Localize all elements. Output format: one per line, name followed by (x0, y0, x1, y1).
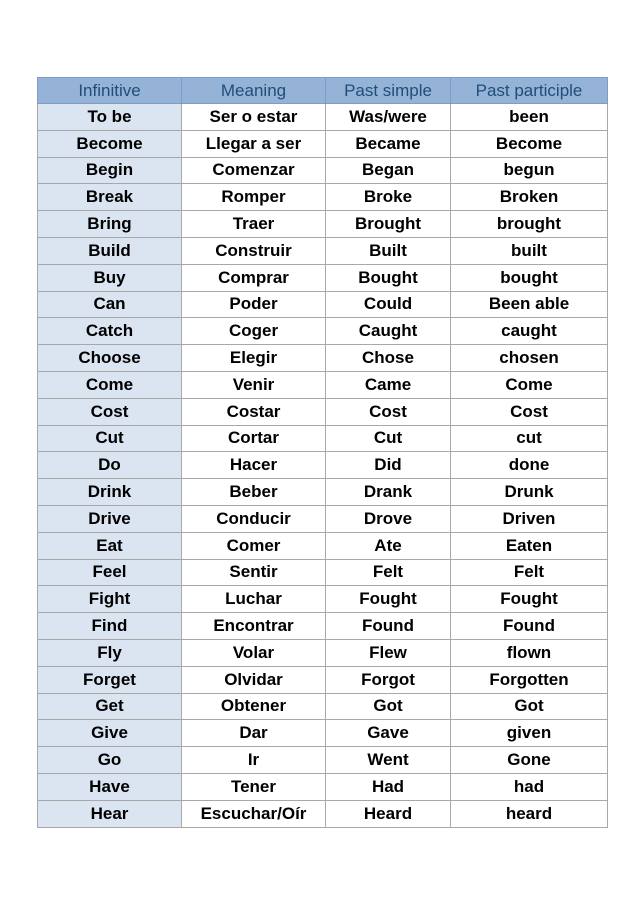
cell-meaning: Comer (182, 532, 326, 559)
cell-past-simple: Gave (326, 720, 451, 747)
cell-meaning: Encontrar (182, 613, 326, 640)
cell-infinitive: Catch (38, 318, 182, 345)
table-header (38, 78, 608, 104)
cell-past-participle: Eaten (451, 532, 608, 559)
table-row (38, 613, 608, 640)
cell-meaning: Ser o estar (182, 104, 326, 131)
cell-past-simple: Became (326, 130, 451, 157)
cell-past-simple: Flew (326, 639, 451, 666)
cell-meaning: Volar (182, 639, 326, 666)
table-row (38, 425, 608, 452)
table-body (38, 104, 608, 828)
table-row (38, 479, 608, 506)
table-row (38, 773, 608, 800)
cell-past-simple: Found (326, 613, 451, 640)
cell-past-participle: Driven (451, 505, 608, 532)
cell-past-simple: Bought (326, 264, 451, 291)
cell-meaning: Sentir (182, 559, 326, 586)
cell-meaning: Llegar a ser (182, 130, 326, 157)
header-row (38, 78, 608, 104)
header-meaning: Meaning (182, 78, 326, 104)
cell-infinitive: Fly (38, 639, 182, 666)
cell-meaning: Beber (182, 479, 326, 506)
table-row (38, 693, 608, 720)
cell-past-simple: Had (326, 773, 451, 800)
cell-infinitive: Go (38, 747, 182, 774)
cell-infinitive: Fight (38, 586, 182, 613)
table-row (38, 184, 608, 211)
table-row (38, 505, 608, 532)
cell-meaning: Comenzar (182, 157, 326, 184)
cell-meaning: Conducir (182, 505, 326, 532)
cell-infinitive: Cut (38, 425, 182, 452)
table-row (38, 157, 608, 184)
cell-past-simple: Drank (326, 479, 451, 506)
cell-meaning: Luchar (182, 586, 326, 613)
cell-meaning: Coger (182, 318, 326, 345)
cell-past-participle: caught (451, 318, 608, 345)
cell-past-participle: had (451, 773, 608, 800)
table-row (38, 345, 608, 372)
cell-past-participle: bought (451, 264, 608, 291)
cell-meaning: Tener (182, 773, 326, 800)
cell-past-simple: Cost (326, 398, 451, 425)
cell-past-simple: Went (326, 747, 451, 774)
header-infinitive: Infinitive (38, 78, 182, 104)
cell-past-simple: Heard (326, 800, 451, 827)
cell-past-simple: Was/were (326, 104, 451, 131)
cell-past-simple: Came (326, 371, 451, 398)
header-past-simple: Past simple (326, 78, 451, 104)
table-row (38, 130, 608, 157)
cell-infinitive: Hear (38, 800, 182, 827)
table-row (38, 800, 608, 827)
cell-meaning: Obtener (182, 693, 326, 720)
cell-meaning: Hacer (182, 452, 326, 479)
cell-past-simple: Did (326, 452, 451, 479)
table-row (38, 747, 608, 774)
table-row (38, 666, 608, 693)
cell-past-participle: Felt (451, 559, 608, 586)
cell-meaning: Romper (182, 184, 326, 211)
cell-past-participle: Come (451, 371, 608, 398)
cell-past-participle: flown (451, 639, 608, 666)
cell-infinitive: Choose (38, 345, 182, 372)
table-row (38, 237, 608, 264)
cell-meaning: Traer (182, 211, 326, 238)
cell-past-participle: Found (451, 613, 608, 640)
cell-past-participle: Gone (451, 747, 608, 774)
cell-infinitive: Give (38, 720, 182, 747)
cell-meaning: Elegir (182, 345, 326, 372)
cell-infinitive: Build (38, 237, 182, 264)
cell-meaning: Venir (182, 371, 326, 398)
table-row (38, 559, 608, 586)
cell-infinitive: Eat (38, 532, 182, 559)
cell-past-participle: given (451, 720, 608, 747)
cell-infinitive: Find (38, 613, 182, 640)
cell-past-participle: done (451, 452, 608, 479)
table-row (38, 291, 608, 318)
cell-meaning: Poder (182, 291, 326, 318)
table-row (38, 452, 608, 479)
cell-past-participle: built (451, 237, 608, 264)
cell-past-participle: heard (451, 800, 608, 827)
header-past-participle: Past participle (451, 78, 608, 104)
cell-infinitive: Feel (38, 559, 182, 586)
cell-infinitive: Do (38, 452, 182, 479)
cell-infinitive: Become (38, 130, 182, 157)
cell-past-simple: Cut (326, 425, 451, 452)
cell-infinitive: Begin (38, 157, 182, 184)
cell-past-participle: chosen (451, 345, 608, 372)
cell-past-participle: brought (451, 211, 608, 238)
cell-past-participle: Drunk (451, 479, 608, 506)
cell-meaning: Escuchar/Oír (182, 800, 326, 827)
cell-past-participle: Fought (451, 586, 608, 613)
cell-past-simple: Brought (326, 211, 451, 238)
irregular-verbs-table (37, 77, 608, 828)
cell-infinitive: Drive (38, 505, 182, 532)
cell-past-participle: Become (451, 130, 608, 157)
cell-past-simple: Could (326, 291, 451, 318)
cell-past-participle: begun (451, 157, 608, 184)
table-row (38, 371, 608, 398)
cell-past-simple: Built (326, 237, 451, 264)
cell-infinitive: Come (38, 371, 182, 398)
table-row (38, 586, 608, 613)
cell-past-simple: Got (326, 693, 451, 720)
cell-past-participle: Been able (451, 291, 608, 318)
cell-infinitive: Bring (38, 211, 182, 238)
cell-past-simple: Caught (326, 318, 451, 345)
cell-infinitive: Get (38, 693, 182, 720)
cell-infinitive: Break (38, 184, 182, 211)
cell-infinitive: Have (38, 773, 182, 800)
table-row (38, 264, 608, 291)
table-row (38, 720, 608, 747)
cell-infinitive: Can (38, 291, 182, 318)
cell-past-participle: cut (451, 425, 608, 452)
cell-meaning: Ir (182, 747, 326, 774)
cell-meaning: Dar (182, 720, 326, 747)
cell-past-participle: Broken (451, 184, 608, 211)
cell-meaning: Cortar (182, 425, 326, 452)
cell-meaning: Olvidar (182, 666, 326, 693)
cell-past-simple: Ate (326, 532, 451, 559)
cell-past-participle: Got (451, 693, 608, 720)
cell-past-participle: been (451, 104, 608, 131)
cell-meaning: Comprar (182, 264, 326, 291)
cell-meaning: Costar (182, 398, 326, 425)
table-row (38, 104, 608, 131)
cell-past-simple: Drove (326, 505, 451, 532)
cell-meaning: Construir (182, 237, 326, 264)
table-row (38, 398, 608, 425)
cell-infinitive: Drink (38, 479, 182, 506)
cell-past-simple: Broke (326, 184, 451, 211)
table-row (38, 211, 608, 238)
cell-past-simple: Chose (326, 345, 451, 372)
cell-infinitive: Cost (38, 398, 182, 425)
cell-past-simple: Felt (326, 559, 451, 586)
table-row (38, 318, 608, 345)
cell-infinitive: Buy (38, 264, 182, 291)
cell-past-participle: Forgotten (451, 666, 608, 693)
cell-infinitive: Forget (38, 666, 182, 693)
cell-past-participle: Cost (451, 398, 608, 425)
cell-past-simple: Began (326, 157, 451, 184)
cell-infinitive: To be (38, 104, 182, 131)
cell-past-simple: Fought (326, 586, 451, 613)
cell-past-simple: Forgot (326, 666, 451, 693)
table-row (38, 532, 608, 559)
table-row (38, 639, 608, 666)
